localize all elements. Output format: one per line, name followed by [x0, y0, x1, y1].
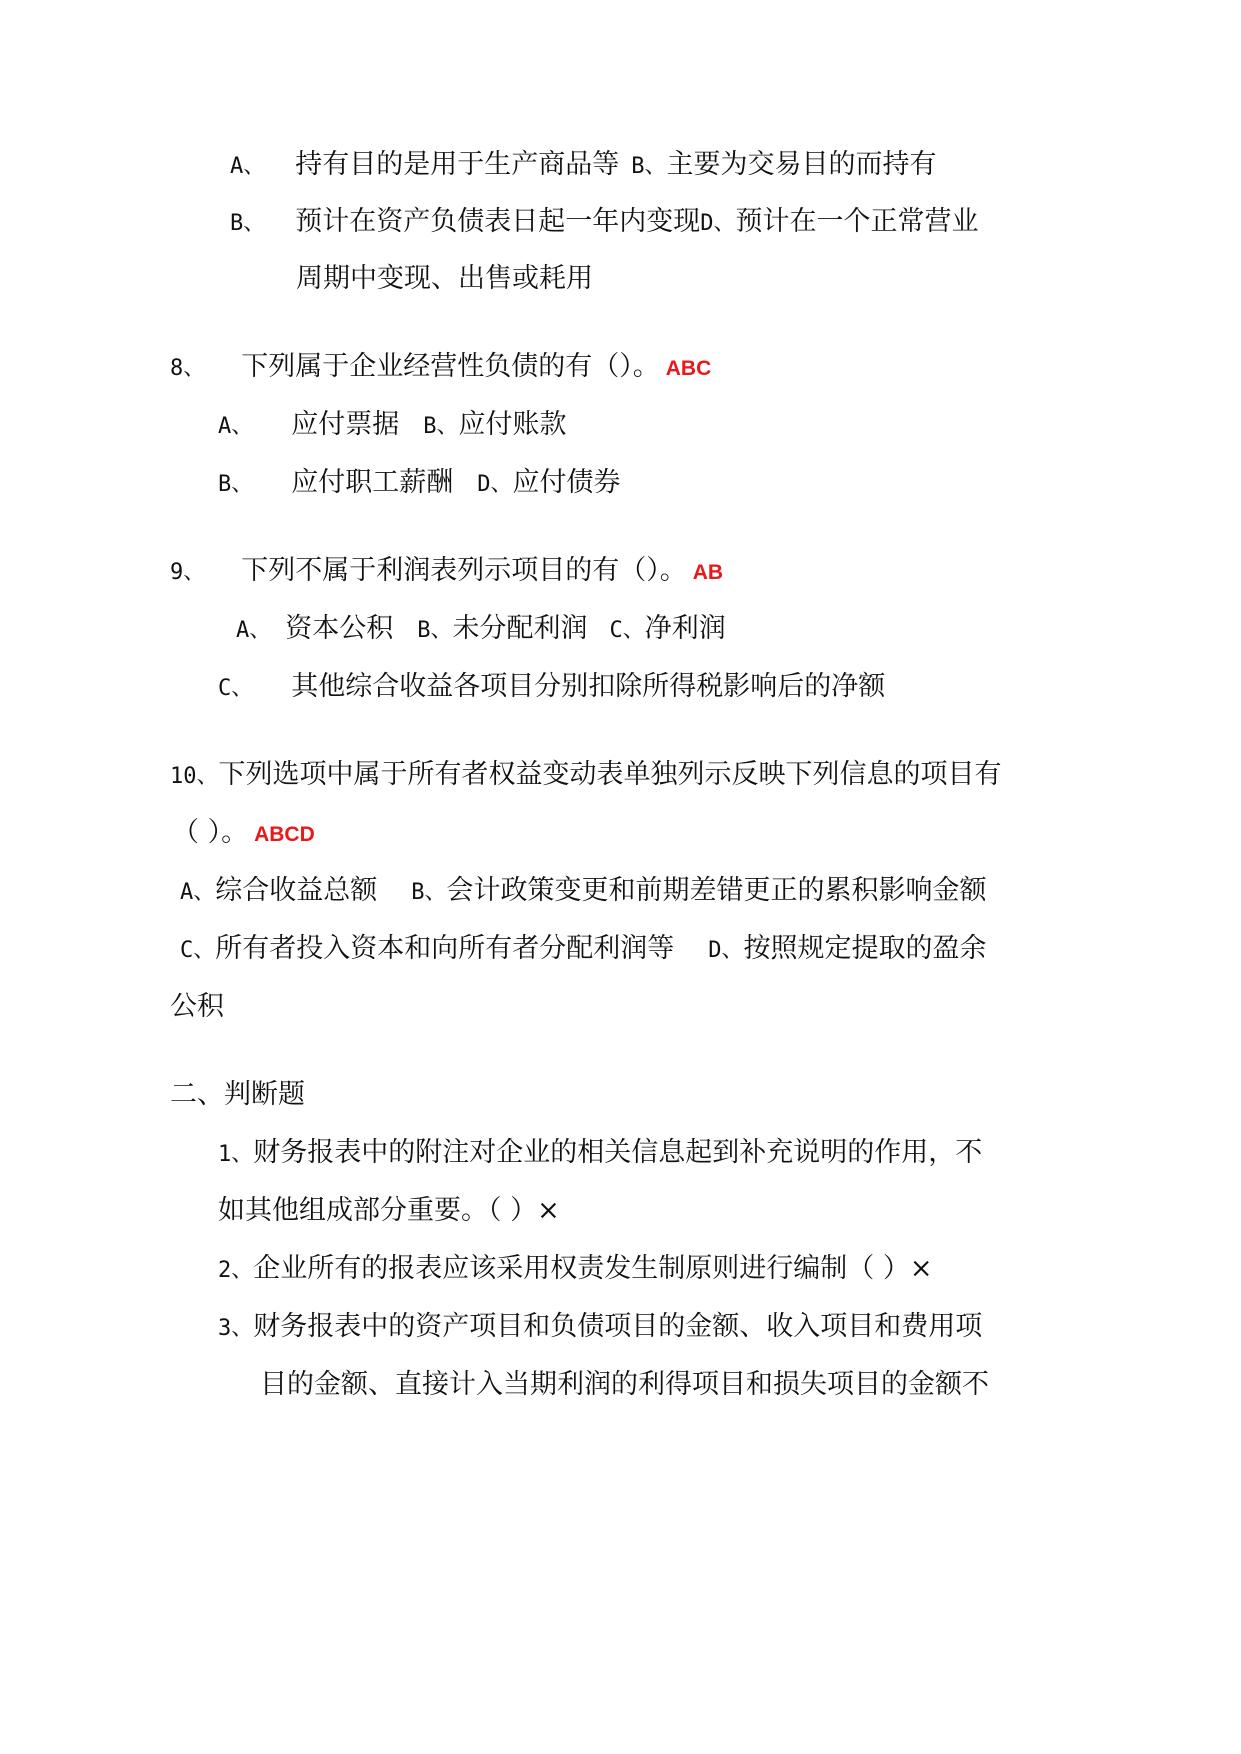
- option-text: 应付账款: [458, 409, 567, 440]
- judgment-item-3: [218, 1310, 982, 1346]
- option-marker: B、: [230, 211, 266, 236]
- option-marker: B、: [417, 618, 453, 643]
- option-text: 资本公积: [285, 613, 394, 644]
- option-marker: B、: [411, 880, 447, 905]
- option-text: 应付票据: [291, 409, 400, 440]
- option-marker: A、: [230, 154, 266, 179]
- option-text: 预计在一个正常营业: [735, 206, 979, 237]
- q8-option-line-1: [218, 408, 567, 444]
- option-text: 综合收益总额: [215, 875, 378, 906]
- q9-option-line-1: [236, 612, 726, 648]
- question-text: 下列属于企业经营性负债的有（）。: [241, 351, 660, 382]
- question-8: [170, 350, 711, 386]
- option-marker: B、: [631, 154, 667, 179]
- q7-option-line-1: [230, 148, 937, 184]
- judgment-item-1-continuation: 如其他组成部分重要。（ ）×: [218, 1195, 560, 1226]
- option-text: 预计在资产负债表日起一年内变现: [295, 206, 701, 237]
- judgment-item-1: [218, 1136, 982, 1172]
- option-marker: B、: [218, 472, 254, 497]
- q7-option-line-2: [230, 205, 979, 241]
- q10-option-line-1: [180, 874, 987, 910]
- option-marker: C、: [609, 618, 645, 643]
- option-text: 未分配利润: [452, 613, 588, 644]
- option-marker: B、: [423, 414, 459, 439]
- question-9: [170, 554, 723, 590]
- q10-option-line-2: [180, 932, 987, 968]
- option-text: 主要为交易目的而持有: [666, 149, 937, 180]
- option-marker: A、: [218, 414, 254, 439]
- item-number: 3、: [218, 1316, 254, 1341]
- option-text: 应付职工薪酬: [291, 467, 454, 498]
- question-number: 10、: [170, 764, 219, 789]
- item-number: 1、: [218, 1142, 254, 1167]
- option-text: 会计政策变更和前期差错更正的累积影响金额: [446, 875, 987, 906]
- item-text: 企业所有的报表应该采用权责发生制原则进行编制（ ）×: [253, 1253, 933, 1284]
- q10-option-line-3: 公积: [170, 991, 224, 1022]
- option-marker: D、: [708, 938, 744, 963]
- answer-key: ABCD: [254, 823, 315, 846]
- q7-option-line-3: 周期中变现、出售或耗用: [296, 263, 593, 294]
- question-text: 下列选项中属于所有者权益变动表单独列示反映下列信息的项目有: [218, 759, 1002, 790]
- option-text: 应付债券: [512, 467, 621, 498]
- item-text: 财务报表中的附注对企业的相关信息起到补充说明的作用，不: [253, 1137, 983, 1168]
- question-10: [170, 758, 1002, 794]
- option-marker: A、: [236, 618, 272, 643]
- item-number: 2、: [218, 1258, 254, 1283]
- judgment-item-3-continuation: 目的金额、直接计入当期利润的利得项目和损失项目的金额不: [260, 1369, 989, 1400]
- option-text: 其他综合收益各项目分别扣除所得税影响后的净额: [291, 671, 886, 702]
- q9-option-line-2: [218, 670, 885, 706]
- question-text: 下列不属于利润表列示项目的有（）。: [241, 555, 687, 586]
- question-number: 9、: [170, 560, 206, 585]
- option-text: 所有者投入资本和向所有者分配利润等: [215, 933, 675, 964]
- option-text: 净利润: [644, 613, 726, 644]
- question-10-continuation: [172, 816, 315, 852]
- section-title: 二、判断题: [170, 1079, 305, 1110]
- option-marker: D、: [700, 211, 736, 236]
- option-marker: C、: [218, 676, 254, 701]
- option-marker: D、: [477, 472, 513, 497]
- answer-parenthesis: （ ）。: [172, 817, 249, 848]
- question-number: 8、: [170, 356, 206, 381]
- option-text: 按照规定提取的盈余: [743, 933, 987, 964]
- option-text: 持有目的是用于生产商品等: [295, 149, 620, 180]
- answer-key: ABC: [665, 357, 712, 380]
- judgment-item-2: [218, 1252, 932, 1288]
- item-text: 财务报表中的资产项目和负债项目的金额、收入项目和费用项: [253, 1311, 983, 1342]
- answer-key: AB: [692, 561, 724, 584]
- option-marker: A、: [180, 880, 216, 905]
- q8-option-line-2: [218, 466, 621, 502]
- option-marker: C、: [180, 938, 216, 963]
